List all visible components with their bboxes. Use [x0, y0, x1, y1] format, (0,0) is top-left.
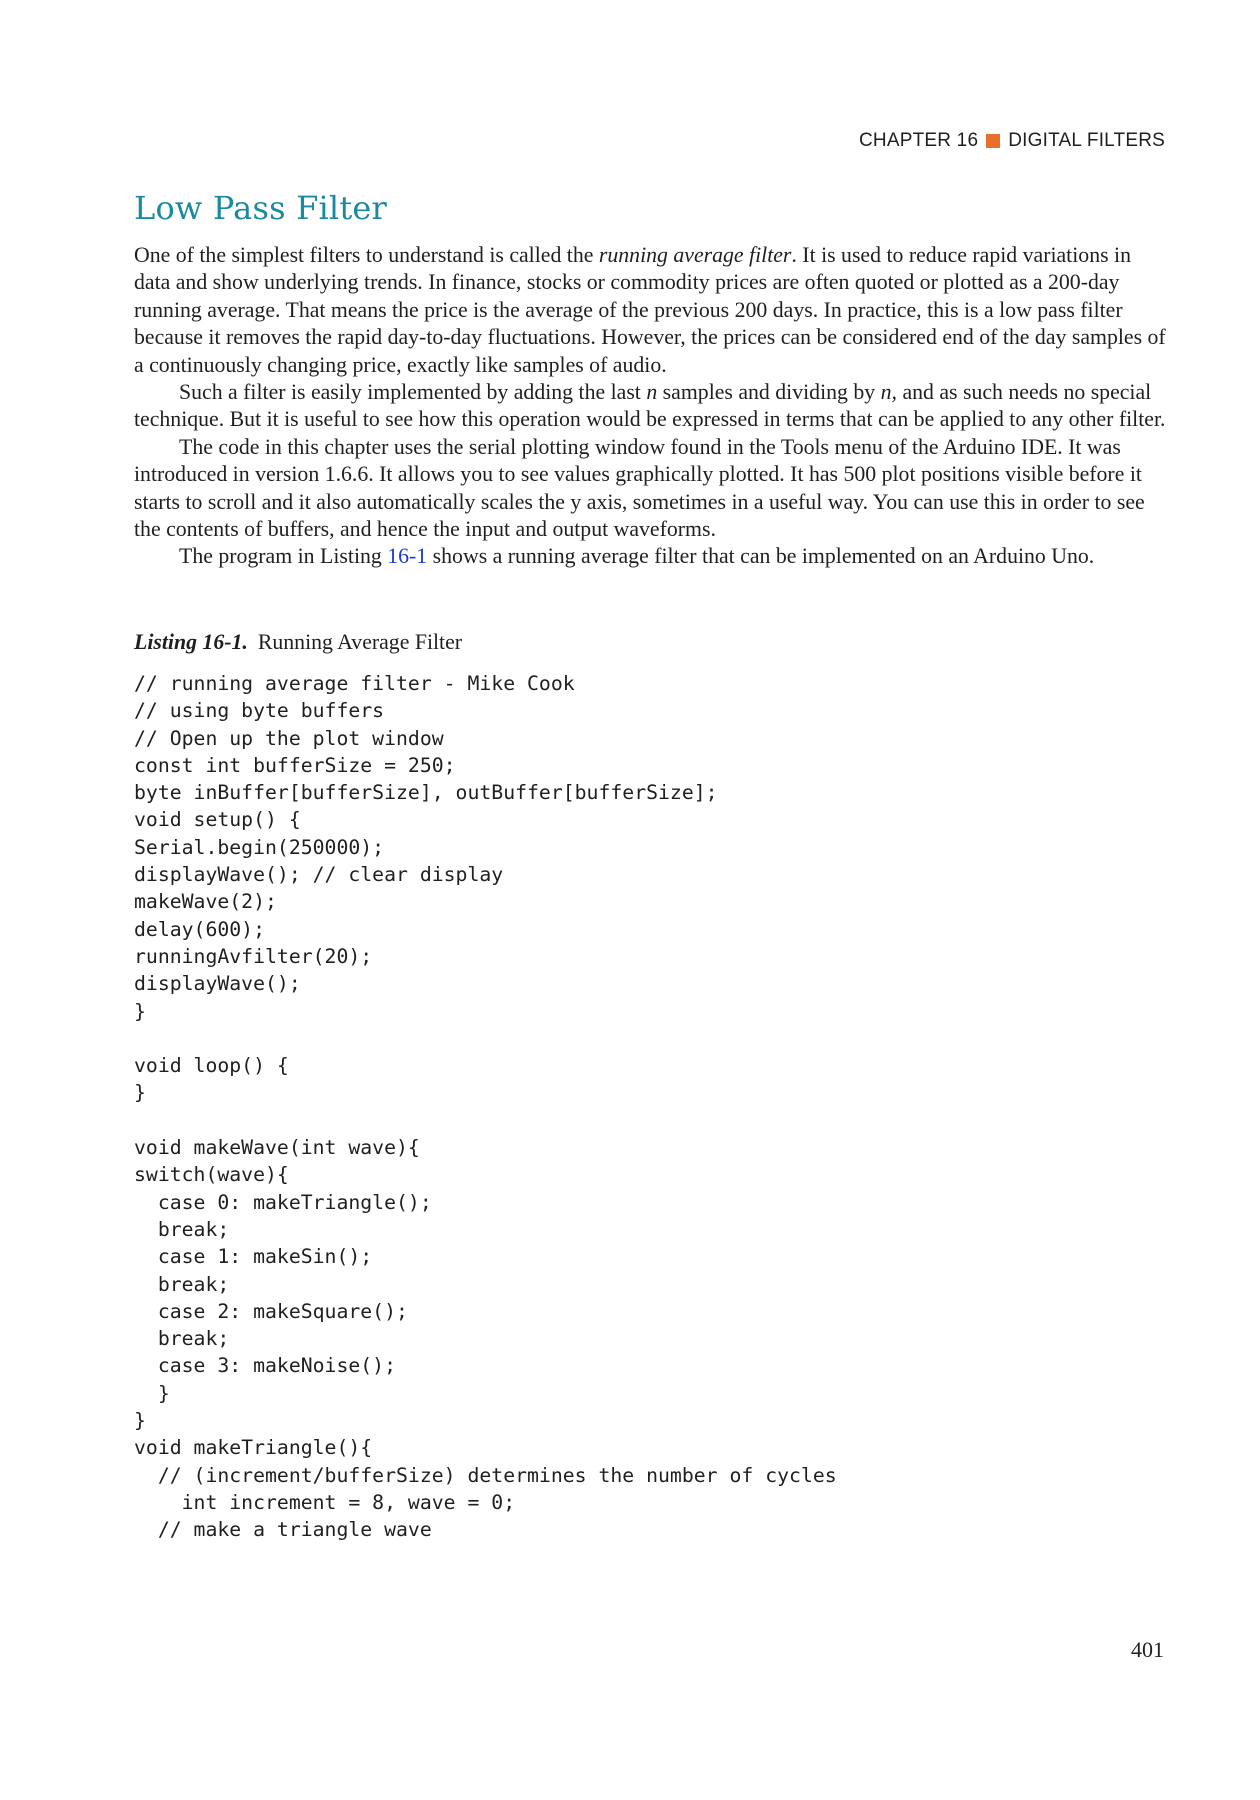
code-line	[134, 1025, 837, 1052]
code-line: // using byte buffers	[134, 699, 385, 723]
paragraph-4	[134, 543, 1166, 570]
p2-var-n-2: n,	[880, 380, 897, 405]
p2-var-n: n	[646, 380, 658, 405]
code-line: // make a triangle wave	[134, 1518, 432, 1542]
listing-title: Running Average Filter	[257, 630, 463, 654]
code-line: runningAvfilter(20);	[134, 944, 373, 968]
listing-link[interactable]: 16-1	[387, 544, 428, 569]
p1-text-b: . It is used to reduce rapid variations in data and show underlying trends. In finance, stocks or commodity prices are often quoted or plotted as a 200-day running average. That means the price is the average of the previous 200 days. In practice, this is a low pass filter because it removes the rapid day-to-day fluctuations. However, the prices can be considered end of the day samples of a continuously changing price, exactly like samples of audio.	[134, 243, 1166, 377]
page-number: 401	[1131, 1637, 1164, 1662]
code-line: void setup() {	[134, 808, 301, 832]
paragraph-3: The code in this chapter uses the serial plotting window found in the Tools menu of the Arduino IDE. It was introduced in version 1.6.6. It allows you to see values graphically plotted. It has 500 plot positions visible before it starts to scroll and it also automatically scales the y axis, sometimes in a useful way. You can use this in order to see the contents of buffers, and hence the input and output waveforms.	[134, 434, 1145, 542]
code-line: // (increment/bufferSize) determines the number of cycles	[134, 1463, 837, 1487]
header-square-icon	[986, 134, 1000, 148]
code-line: break;	[134, 1217, 230, 1241]
p4-text-b: shows a running average filter that can be implemented on an Arduino Uno.	[427, 544, 1095, 569]
p1-text-a: One of the simplest filters to understand is called the	[134, 243, 599, 267]
p2-text-a: Such a filter is easily implemented by adding the last	[179, 380, 647, 405]
code-line: void makeWave(int wave){	[134, 1136, 420, 1160]
code-line: }	[134, 1381, 170, 1405]
paragraph-1	[134, 242, 1166, 379]
code-line: int increment = 8, wave = 0;	[134, 1490, 516, 1514]
code-line: void loop() {	[134, 1054, 289, 1078]
code-line: break;	[134, 1272, 230, 1296]
code-line: displayWave();	[134, 972, 301, 996]
body-text	[134, 242, 1166, 571]
code-line: Serial.begin(250000);	[134, 835, 385, 859]
chapter-label: CHAPTER 16	[859, 130, 979, 151]
code-line: // Open up the plot window	[134, 726, 444, 750]
code-line: }	[134, 999, 146, 1023]
code-line: void makeTriangle(){	[134, 1436, 373, 1460]
code-line: case 3: makeNoise();	[134, 1354, 397, 1378]
p4-text-a: The program in Listing	[179, 544, 388, 569]
p1-emphasis: running average filter	[598, 243, 792, 267]
code-line: displayWave(); // clear display	[134, 863, 504, 887]
code-line	[134, 1107, 837, 1134]
code-line: }	[134, 1081, 146, 1105]
code-line: const int bufferSize = 250;	[134, 753, 456, 777]
code-line: case 2: makeSquare();	[134, 1299, 408, 1323]
code-line: // running average filter - Mike Cook	[134, 672, 575, 695]
section-label: DIGITAL FILTERS	[1008, 130, 1165, 151]
code-line: byte inBuffer[bufferSize], outBuffer[bufferSize];	[134, 781, 718, 805]
section-title: Low Pass Filter	[134, 189, 388, 227]
code-line: delay(600);	[134, 917, 266, 941]
code-line: makeWave(2);	[134, 890, 277, 914]
paragraph-2	[134, 379, 1166, 434]
running-header	[859, 130, 1165, 152]
code-line: case 1: makeSin();	[134, 1245, 373, 1269]
p2-text-c: and as such needs no special technique. But it is useful to see how this operation would be expressed in terms that can be applied to any other filter.	[134, 380, 1166, 432]
listing-caption	[134, 630, 462, 655]
code-line: switch(wave){	[134, 1163, 289, 1187]
code-listing	[134, 670, 837, 1544]
code-line: }	[134, 1409, 146, 1433]
listing-label: Listing 16-1.	[134, 630, 248, 654]
code-line: break;	[134, 1327, 230, 1351]
p2-text-b: samples and dividing by	[657, 380, 881, 405]
code-line: case 0: makeTriangle();	[134, 1190, 432, 1214]
